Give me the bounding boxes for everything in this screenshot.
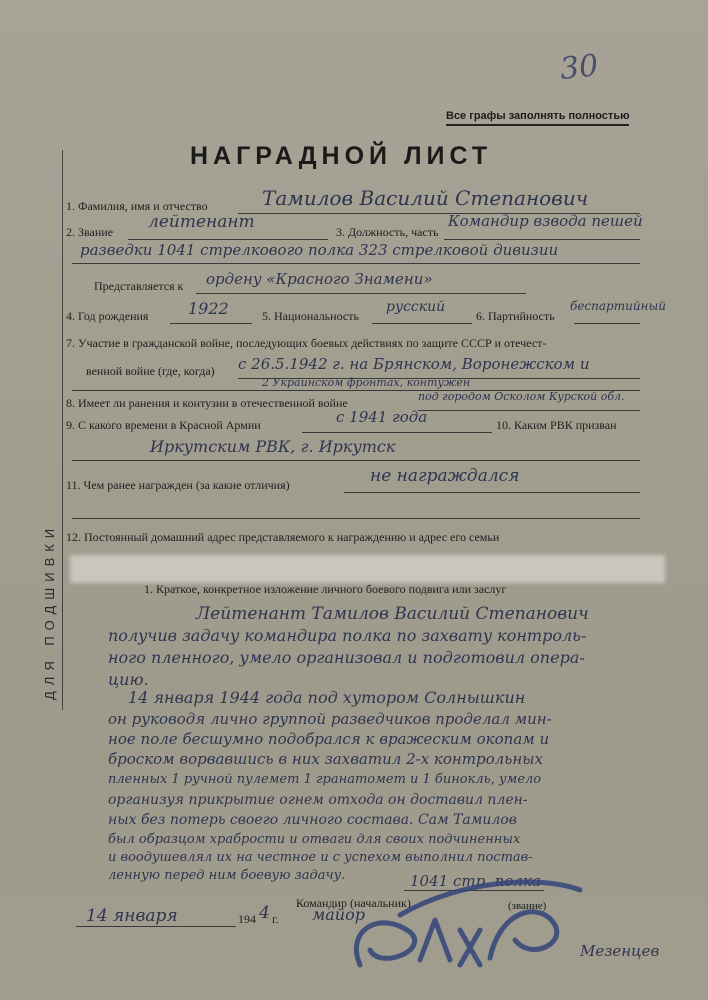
feat-line: 14 января 1944 года под хутором Солнышкин <box>128 688 526 707</box>
field-3-line-2 <box>72 263 640 264</box>
feat-line: получив задачу командира полка по захвату контроль- <box>108 626 587 645</box>
field-5-value: русский <box>386 299 446 315</box>
field-3-value-cont: разведки 1041 стрелкового полка 323 стрелковой дивизии <box>80 241 559 259</box>
field-7-value: с 26.5.1942 г. на Брянском, Воронежском и <box>238 355 590 373</box>
presented-value: ордену «Красного Знамени» <box>206 270 433 288</box>
binding-margin-line <box>62 150 63 710</box>
field-9-value: с 1941 года <box>336 408 428 426</box>
field-9-label: 9. С какого времени в Красной Армии <box>66 418 261 432</box>
fill-all-notice: Все графы заполнять полностью <box>446 110 629 126</box>
field-1-label: 1. Фамилия, имя и отчество <box>66 199 208 213</box>
presented-line <box>196 293 526 294</box>
feat-line: ное поле бесшумно подобрался к вражеским окопам и <box>108 730 550 748</box>
field-12-label: 12. Постоянный домашний адрес представляемого к награждению и адрес его семьи <box>66 530 500 544</box>
field-10-line <box>72 460 640 461</box>
field-2-line <box>128 239 328 240</box>
field-1-value: Тамилов Василий Степанович <box>262 186 589 210</box>
feat-line: он руководя лично группой разведчиков проделал мин- <box>108 710 552 728</box>
feat-line: был образцом храбрости и отваги для своих подчиненных <box>108 832 521 847</box>
feat-line: ных без потерь своего личного состава. Сам Тамилов <box>108 812 517 828</box>
field-8-value: под городом Осколом Курской обл. <box>418 390 625 403</box>
field-4-line <box>170 323 252 324</box>
feat-line: Лейтенант Тамилов Василий Степанович <box>196 604 589 624</box>
commander-label: Командир (начальник) <box>296 896 411 910</box>
field-8-label: 8. Имеет ли ранения и контузии в отечественной войне <box>66 396 348 410</box>
field-6-label: 6. Партийность <box>476 309 555 323</box>
field-5-line <box>372 323 472 324</box>
field-3-value: Командир взвода пешей <box>448 212 643 230</box>
presented-label: Представляется к <box>94 279 184 293</box>
feat-line: ленную перед ним боевую задачу. <box>108 868 346 883</box>
field-2-value: лейтенант <box>148 212 255 232</box>
year-digit: 4 <box>259 903 270 923</box>
field-6-line <box>574 323 640 324</box>
field-4-label: 4. Год рождения <box>66 309 149 323</box>
redacted-address <box>70 555 665 583</box>
field-7-label: 7. Участие в гражданской войне, последующих боевых действиях по защите СССР и отечест- <box>66 336 547 350</box>
field-3-label: 3. Должность, часть <box>336 225 439 239</box>
signature-scrawl <box>340 870 590 990</box>
field-3-line <box>444 239 640 240</box>
field-11-label: 11. Чем ранее награжден (за какие отличия) <box>66 478 290 492</box>
field-11-line-2 <box>72 518 640 519</box>
year-suffix: г. <box>272 912 279 926</box>
field-4-value: 1922 <box>188 299 229 318</box>
feat-line: пленных 1 ручной пулемет 1 гранатомет и 1 бинокль, умело <box>108 772 542 787</box>
feat-line: организуя прикрытие огнем отхода он доставил плен- <box>108 792 528 808</box>
field-11-value: не награждался <box>370 466 520 486</box>
date-line <box>76 926 236 927</box>
field-10-label: 10. Каким РВК призван <box>496 418 617 432</box>
feat-line: и воодушевлял их на честное и с успехом выполнил постав- <box>108 850 533 865</box>
field-11-line <box>344 492 640 493</box>
rank-value: майор <box>312 905 365 924</box>
field-7-value-cont: 2 Украинском фронтах, контужен <box>262 376 471 389</box>
unit-value: 1041 стр. полка <box>410 872 541 890</box>
field-8-line <box>418 410 640 411</box>
field-6-value: беспартийный <box>570 299 666 313</box>
rank-hint: (звание) <box>508 900 547 912</box>
page-title: НАГРАДНОЙ ЛИСТ <box>190 142 493 170</box>
feat-line: цию. <box>108 670 149 689</box>
feat-line: броском ворвавшись в них захватил 2-х контрольных <box>108 750 543 768</box>
field-10-value: Иркутским РВК, г. Иркутск <box>150 437 396 456</box>
feat-line: ного пленного, умело организовал и подготовил опера- <box>108 648 585 667</box>
field-7-label-cont: венной войне (где, когда) <box>86 364 215 378</box>
field-9-line <box>302 432 492 433</box>
binding-side-label: ДЛЯ ПОДШИВКИ <box>42 522 57 700</box>
date-value: 14 января <box>86 906 178 926</box>
feat-header: 1. Краткое, конкретное изложение личного боевого подвига или заслуг <box>144 582 507 596</box>
commander-name: Мезенцев <box>580 942 660 960</box>
field-5-label: 5. Национальность <box>262 309 359 323</box>
year-prefix: 194 <box>238 912 256 926</box>
page-number: 30 <box>558 48 600 87</box>
field-2-label: 2. Звание <box>66 225 114 239</box>
